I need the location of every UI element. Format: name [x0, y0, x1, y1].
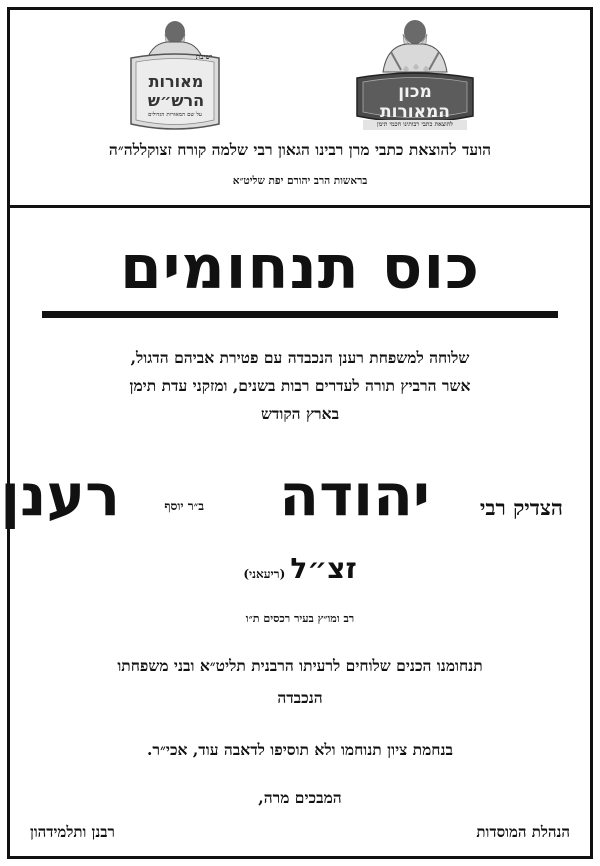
intro-line: בארץ הקודש [260, 404, 340, 423]
signature-rabbis-students: רבנן ותלמידהון [30, 823, 115, 841]
mourners-line: המבכים מרה, [258, 788, 342, 807]
name-prefix: הצדיק רבי [479, 495, 563, 520]
intro-paragraph [20, 344, 580, 428]
intro-line: שלוחה למשפחת רענן הנכבדה עם פטירת אביהם הדגול, [130, 348, 470, 367]
title-underline [42, 311, 558, 318]
header-divider [7, 205, 593, 208]
last-name: רענן [0, 461, 120, 529]
intro-line: אשר הרביץ תורה לעדרים רבות בשנים, ומזקני עדת תימן [129, 376, 471, 395]
logo-meorot-harashash [125, 12, 225, 137]
role-line: רב ומו״ץ בעיר רכסים ת״ו [245, 612, 355, 625]
honorific-suffix: זצ״ל [290, 552, 357, 585]
father-name: ב״ר יוסף [164, 499, 204, 513]
chair-line: בראשות הרב יהורם יפת שליט״א [232, 175, 368, 187]
blessing-line: בנחמת ציון תנוחמו ולא תוסיפו לדאבה עוד, אכי״ר. [147, 740, 453, 759]
committee-line: הועד להוצאת כתבי מרן רבינו הגאון רבי שלמה קורח זצוקללה״ה [108, 140, 492, 159]
notice-frame [7, 7, 593, 859]
page-title: כוס תנחומים [119, 233, 481, 303]
signature-management: הנהלת המוסדות [476, 823, 570, 841]
first-name: יהודה [279, 461, 430, 529]
logo-left-top-label: ישיבת [195, 52, 213, 61]
honorific-row [100, 552, 500, 585]
logo-right-name: מכון המאורות [380, 82, 450, 122]
origin-label: (ריעאני) [243, 567, 286, 581]
condolence-line: הנכבדה [277, 688, 323, 707]
condolence-paragraph [20, 650, 580, 714]
logo-left-tagline: על שם המאורות הגדולים [147, 112, 203, 118]
logo-right-tagline: להוצאת כתבי רבותינו חכמי תימן [377, 121, 453, 128]
logo-machon-hameorot [345, 12, 485, 134]
logo-left-name: מאורות הרש״ש [147, 72, 205, 110]
deceased-name [0, 455, 580, 555]
condolence-line: תנחומנו הכנים שלוחים לרעיתו הרבנית תליט״א ובני משפחתו [117, 656, 483, 675]
